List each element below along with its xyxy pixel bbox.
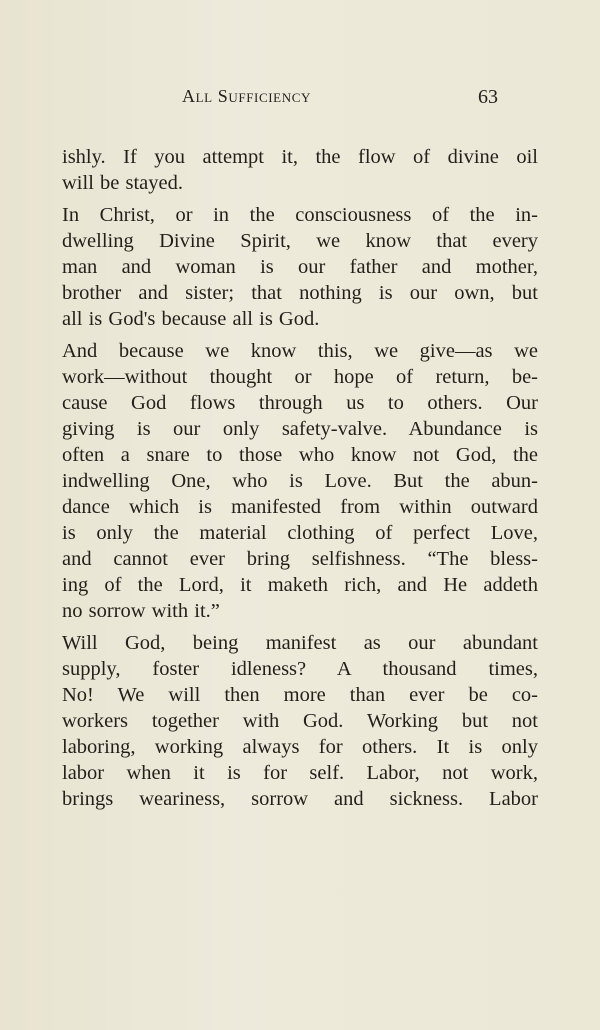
text-line: and cannot ever bring selfishness. “The bless- xyxy=(62,548,538,570)
text-line: And because we know this, we give—as we xyxy=(62,340,538,362)
text-line: brings weariness, sorrow and sickness. Labor xyxy=(62,788,538,810)
paragraph xyxy=(62,202,538,332)
text-line: cause God flows through us to others. Our xyxy=(62,392,538,414)
text-line: all is God's because all is God. xyxy=(62,308,320,330)
running-title: All Sufficiency xyxy=(182,86,311,106)
page-number: 63 xyxy=(478,86,498,108)
text-line: no sorrow with it.” xyxy=(62,600,220,622)
text-line: No! We will then more than ever be co- xyxy=(62,684,538,706)
text-line: indwelling One, who is Love. But the abun- xyxy=(62,470,538,492)
text-line: giving is our only safety-valve. Abundance is xyxy=(62,418,538,440)
text-line: work—without thought or hope of return, be- xyxy=(62,366,538,388)
text-line: man and woman is our father and mother, xyxy=(62,256,538,278)
text-line: ishly. If you attempt it, the flow of divine oil xyxy=(62,146,538,168)
paragraph xyxy=(62,630,538,812)
text-line: is only the material clothing of perfect Love, xyxy=(62,522,538,544)
paragraph xyxy=(62,338,538,624)
text-line: laboring, working always for others. It is only xyxy=(62,736,538,758)
text-line: labor when it is for self. Labor, not work, xyxy=(62,762,538,784)
text-line: In Christ, or in the consciousness of the in- xyxy=(62,204,538,226)
text-line: often a snare to those who know not God, the xyxy=(62,444,538,466)
text-line: dance which is manifested from within outward xyxy=(62,496,538,518)
text-line: ing of the Lord, it maketh rich, and He addeth xyxy=(62,574,538,596)
text-line: dwelling Divine Spirit, we know that every xyxy=(62,230,538,252)
text-line: brother and sister; that nothing is our own, but xyxy=(62,282,538,304)
body-text xyxy=(62,144,538,818)
text-line: workers together with God. Working but not xyxy=(62,710,538,732)
paragraph xyxy=(62,144,538,196)
text-line: will be stayed. xyxy=(62,172,183,194)
text-line: supply, foster idleness? A thousand times, xyxy=(62,658,538,680)
page-header xyxy=(0,86,600,112)
text-line: Will God, being manifest as our abundant xyxy=(62,632,538,654)
